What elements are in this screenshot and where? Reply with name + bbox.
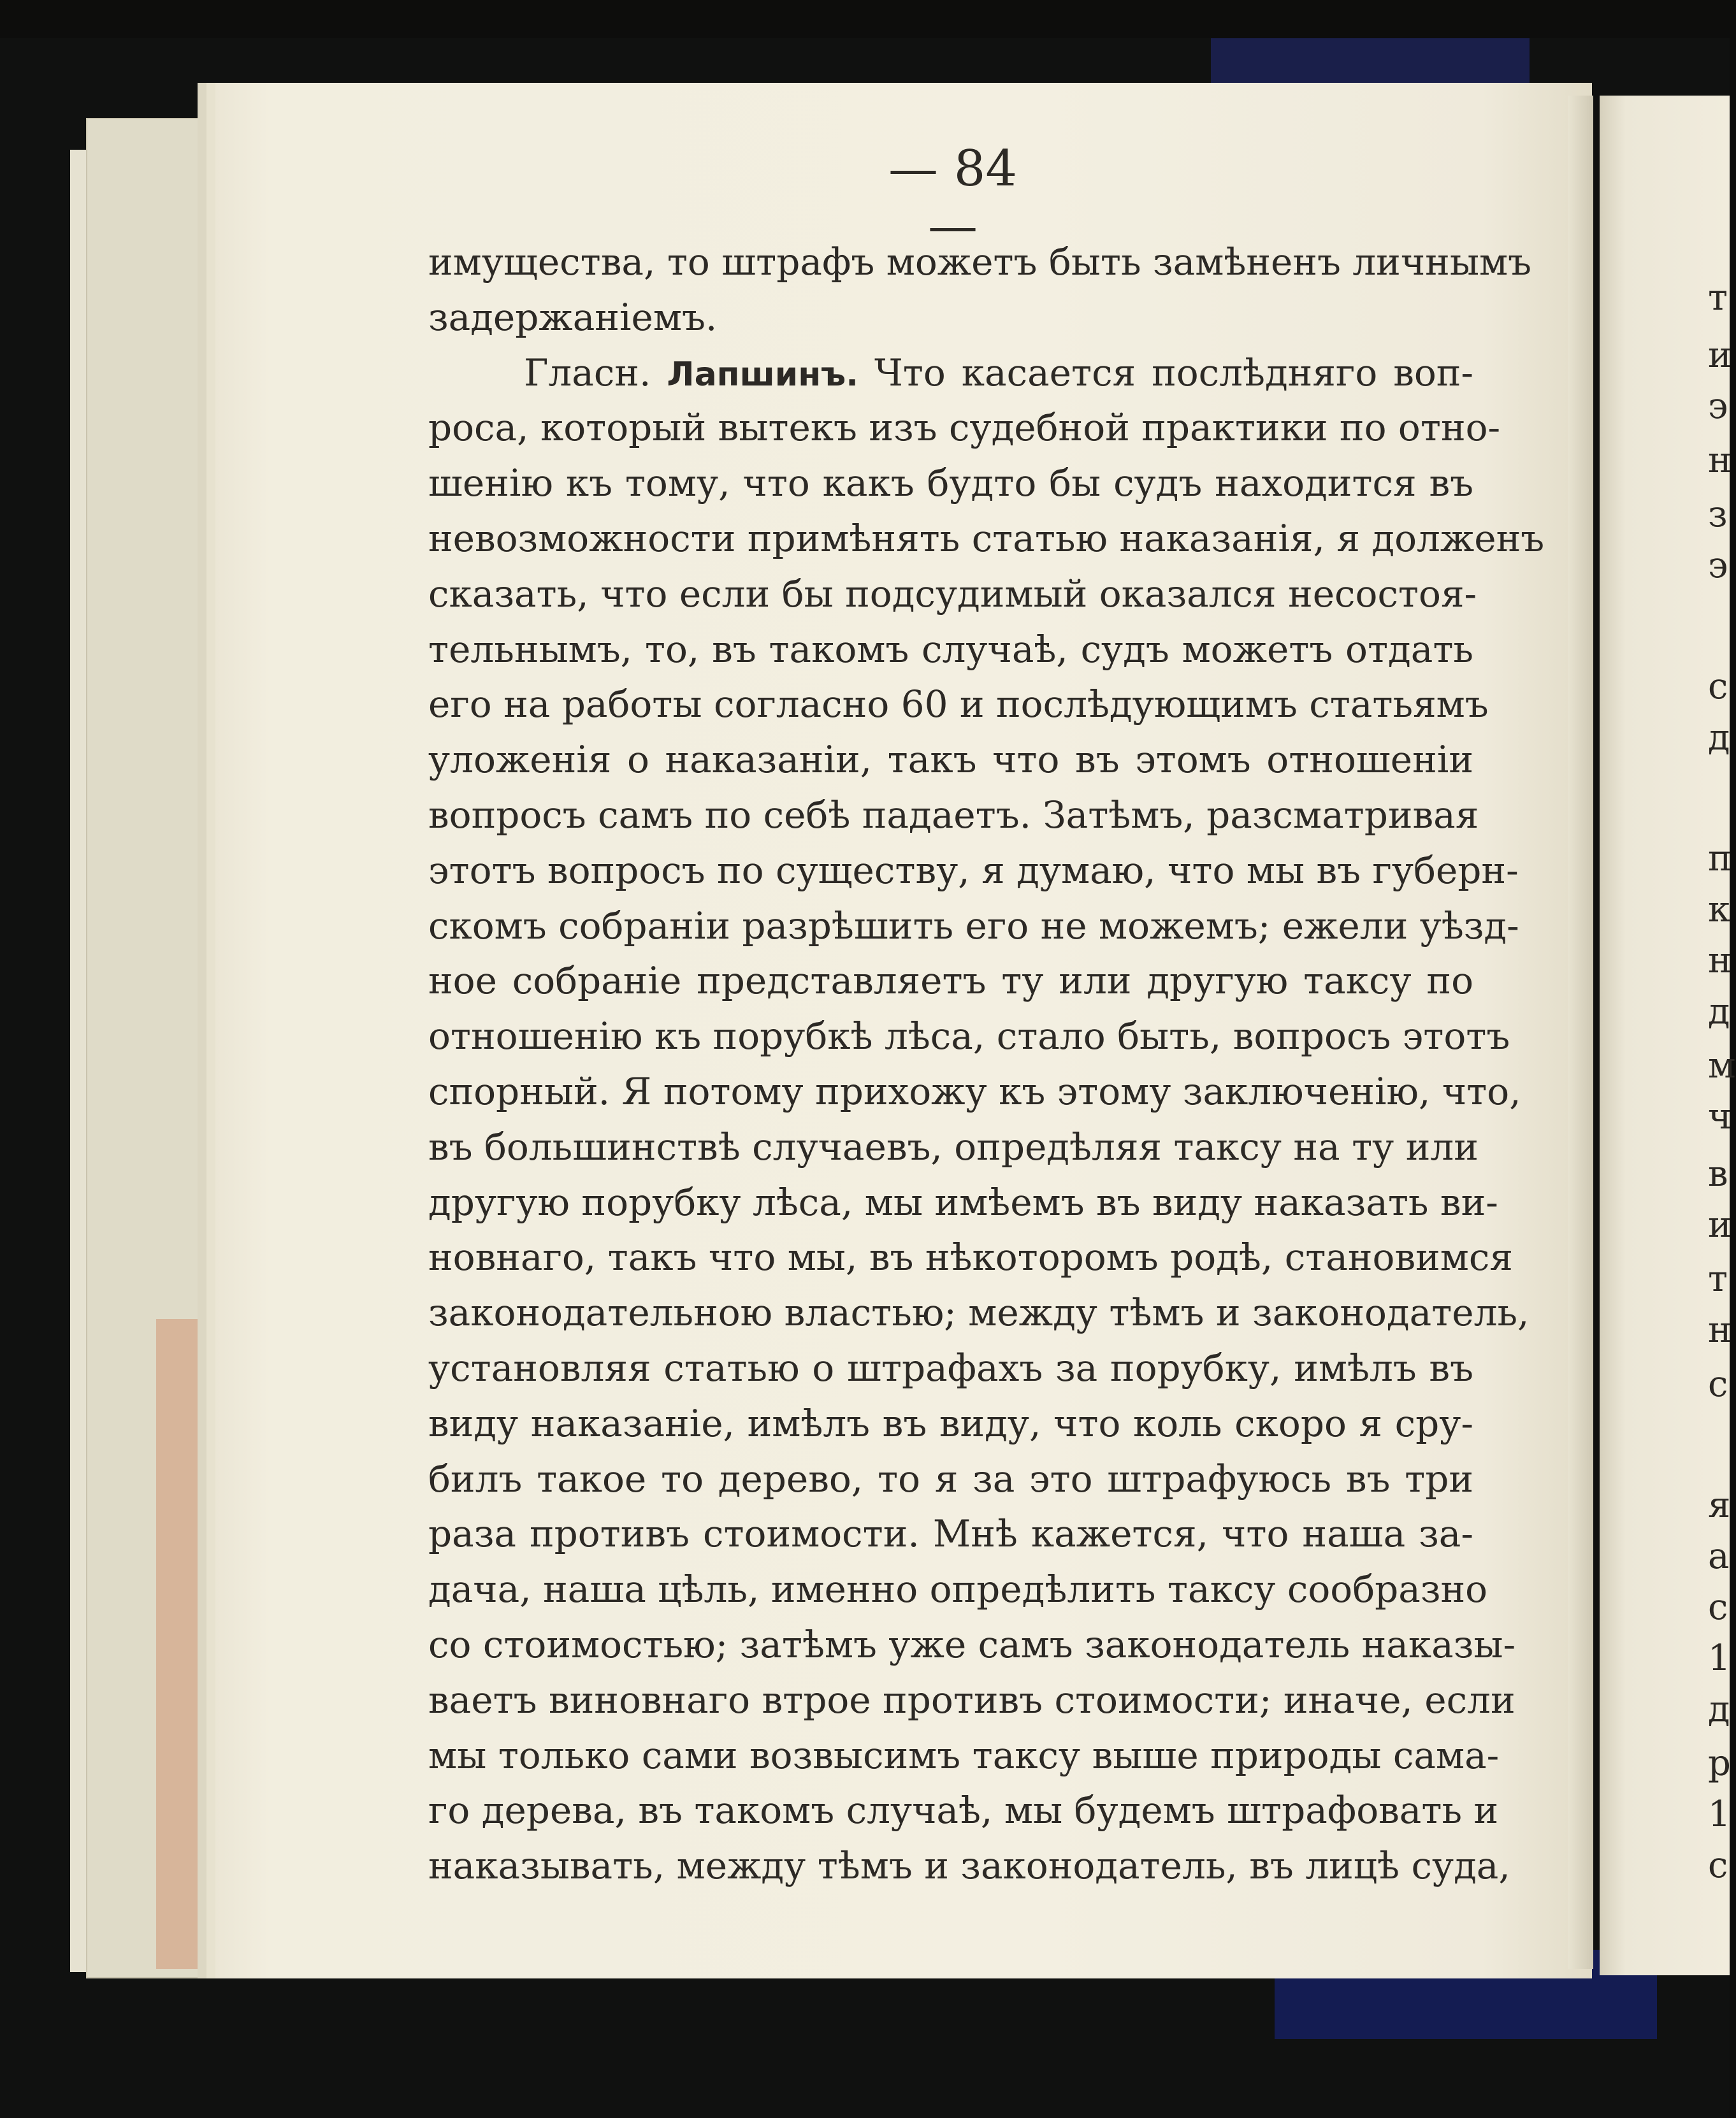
text-line: наказывать, между тѣмъ и законодатель, въ лицѣ суда,: [428, 1844, 1510, 1888]
speaker-prefix: Гласн.: [524, 350, 651, 394]
text-line: го дерева, въ такомъ случаѣ, мы будемъ штрафовать и: [428, 1789, 1499, 1833]
text-line: законодательною властью; между тѣмъ и законодатель,: [428, 1291, 1530, 1335]
facing-page-letter: 1: [1708, 1638, 1731, 1679]
speaker-text: Что касается послѣдняго воп-: [874, 350, 1474, 394]
facing-page-letter: а: [1708, 1536, 1730, 1577]
text-line: роса, который вытекъ изъ судебной практики по отно-: [428, 406, 1501, 450]
facing-page-letter: ч: [1708, 1096, 1732, 1137]
body-text: [428, 234, 1545, 1894]
text-line: въ большинствѣ случаевъ, опредѣляя таксу на ту или: [428, 1125, 1479, 1169]
text-line: имущества, то штрафъ можетъ быть замѣненъ личнымъ: [428, 240, 1531, 284]
facing-page-letter: н: [1708, 1309, 1732, 1351]
text-line: невозможности примѣнять статью наказанія, я долженъ: [428, 516, 1545, 560]
facing-page-letter: э: [1708, 385, 1728, 427]
facing-page-letter: и: [1708, 1204, 1732, 1246]
facing-page-letter: н: [1708, 440, 1732, 481]
text-line: раза противъ стоимости. Мнѣ кажется, что наша за-: [428, 1512, 1473, 1556]
text-line: другую порубку лѣса, мы имѣемъ въ виду наказать ви-: [428, 1180, 1498, 1224]
text-line: его на работы согласно 60 и послѣдующимъ статьямъ: [428, 682, 1489, 726]
facing-page-letter: с: [1708, 1364, 1728, 1405]
facing-page-letter: 1: [1708, 1794, 1731, 1835]
text-line: отношенію къ порубкѣ лѣса, стало быть, вопросъ этотъ: [428, 1014, 1510, 1058]
text-line: дача, наша цѣль, именно опредѣлить таксу сообразно: [428, 1567, 1488, 1611]
page-number: — 84 —: [888, 140, 1018, 255]
page-gutter: [1568, 96, 1593, 1969]
facing-page-letter: т: [1708, 277, 1728, 319]
blue-cloth-top: [1211, 38, 1530, 89]
text-line: со стоимостью; затѣмъ уже самъ законодатель наказы-: [428, 1622, 1516, 1666]
text-line: новнаго, такъ что мы, въ нѣкоторомъ родѣ, становимся: [428, 1236, 1513, 1279]
text-line: задержаніемъ.: [428, 295, 718, 339]
text-line: этотъ вопросъ по существу, я думаю, что мы въ губерн-: [428, 848, 1519, 892]
text-line: виду наказаніе, имѣлъ въ виду, что коль скоро я сру-: [428, 1401, 1473, 1445]
text-line: вопросъ самъ по себѣ падаетъ. Затѣмъ, разсматривая: [428, 793, 1479, 837]
facing-page-letter: р: [1708, 1743, 1731, 1784]
facing-page-letter: м: [1708, 1045, 1736, 1086]
text-line: сказать, что если бы подсудимый оказался несостоя-: [428, 572, 1477, 616]
facing-page-letter: з: [1708, 494, 1728, 535]
facing-page-letter: д: [1708, 1689, 1730, 1730]
facing-page-letter: и: [1708, 335, 1732, 376]
text-line: спорный. Я потому прихожу къ этому заключенію, что,: [428, 1069, 1521, 1113]
facing-page-letter: с: [1708, 1845, 1728, 1886]
facing-page-letter: п: [1708, 838, 1732, 879]
facing-page-letter: в: [1708, 1153, 1728, 1195]
text-line: ваетъ виновнаго втрое противъ стоимости; иначе, если: [428, 1678, 1515, 1722]
text-line: ное собраніе представляетъ ту или другую таксу по: [428, 959, 1473, 1003]
text-line: уложенія о наказаніи, такъ что въ этомъ отношеніи: [428, 738, 1473, 782]
facing-page-letter: н: [1708, 940, 1732, 981]
facing-page-letter: я: [1708, 1485, 1731, 1526]
text-line: установляя статью о штрафахъ за порубку, имѣлъ въ: [428, 1346, 1473, 1390]
text-line: [428, 345, 1473, 401]
text-line: скомъ собраніи разрѣшить его не можемъ; ежели уѣзд-: [428, 904, 1519, 947]
facing-page-letter: с: [1708, 1587, 1728, 1628]
facing-page-letter: д: [1708, 991, 1730, 1032]
facing-page-letter: д: [1708, 717, 1730, 758]
facing-page-letter: с: [1708, 666, 1728, 707]
text-line: тельнымъ, то, въ такомъ случаѣ, судъ можетъ отдать: [428, 627, 1473, 671]
speaker-name: Лапшинъ.: [667, 355, 858, 394]
facing-page-letter: т: [1708, 1258, 1728, 1300]
facing-page-letter: э: [1708, 545, 1728, 586]
facing-page-letter: к: [1708, 889, 1730, 930]
text-line: билъ такое то дерево, то я за это штрафуюсь въ три: [428, 1457, 1473, 1501]
text-line: шенію къ тому, что какъ будто бы судъ находится въ: [428, 461, 1473, 505]
text-line: мы только сами возвысимъ таксу выше природы сама-: [428, 1733, 1500, 1777]
